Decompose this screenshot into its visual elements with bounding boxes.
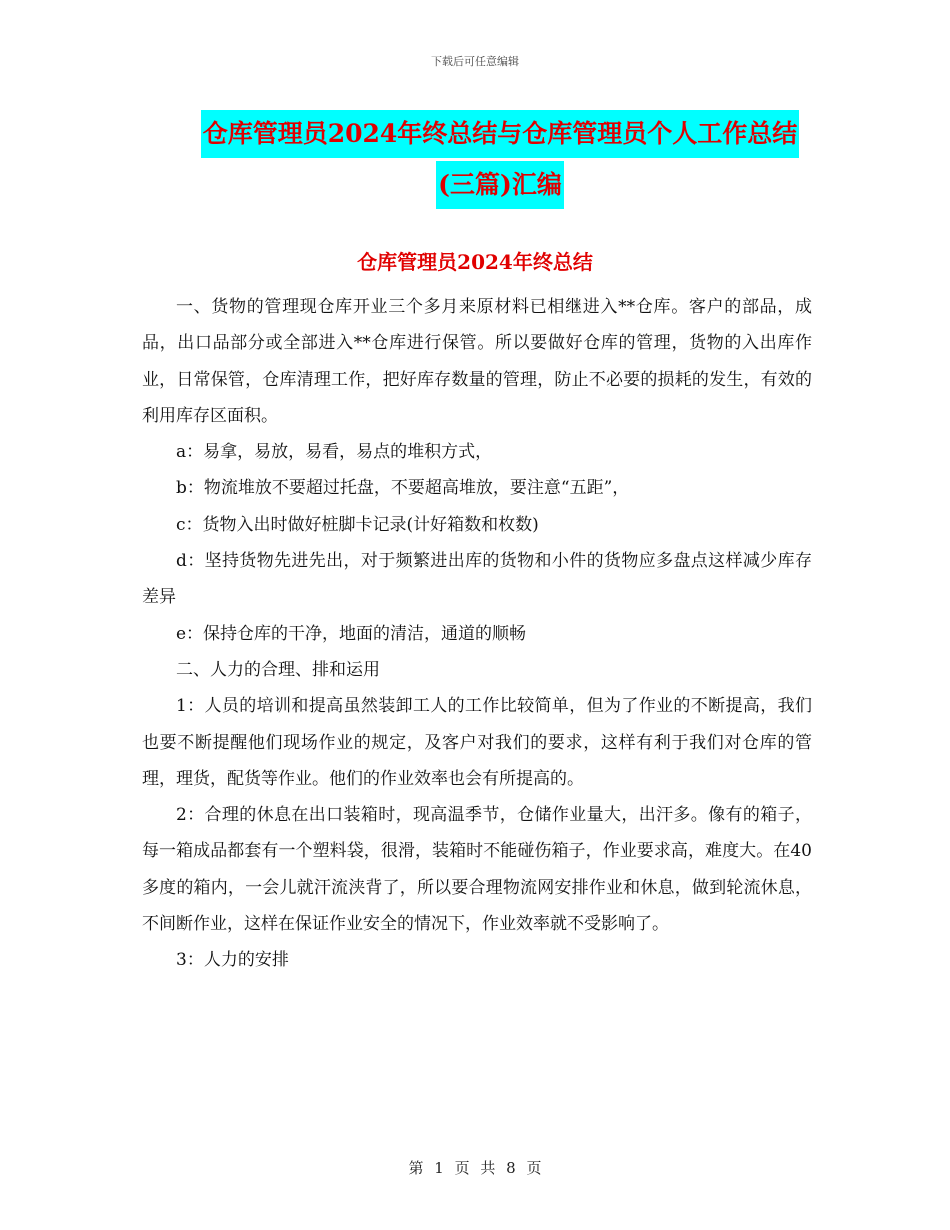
header-note: 下载后可任意编辑: [431, 55, 519, 68]
paragraph: d：坚持货物先进先出，对于频繁进出库的货物和小件的货物应多盘点这样减少库存差异: [142, 551, 812, 608]
paragraph: c：货物入出时做好桩脚卡记录(计好箱数和枚数): [176, 514, 539, 535]
paragraph: 2：合理的休息在出口装箱时，现高温季节，仓储作业量大，出汗多。像有的箱子，每一箱成品都套有一个塑料袋，很滑，装箱时不能碰伤箱子，作业要求高，难度大。在40多度的箱内，一会儿就汗流浃背了，所以要合理物流网安排作业和休息，做到轮流休息，不间断作业，这样在保证作业安全的情况下，作业效率就不受影响了。: [142, 805, 812, 935]
document-title-line-1: 仓库管理员2024年终总结与仓库管理员个人工作总结: [201, 110, 800, 158]
page-number-footer: 第 1 页 共 8 页: [408, 1159, 542, 1177]
body-text: [142, 289, 812, 979]
paragraph: e：保持仓库的干净，地面的清洁，通道的顺畅: [176, 623, 527, 644]
document-title-line-2: (三篇)汇编: [436, 161, 564, 209]
document-title: [140, 110, 860, 212]
paragraph: 1：人员的培训和提高虽然装卸工人的工作比较简单，但为了作业的不断提高，我们也要不断提醒他们现场作业的规定，及客户对我们的要求，这样有利于我们对仓库的管理，理货，配货等作业。他们的作业效率也会有所提高的。: [142, 696, 812, 789]
paragraph: a：易拿，易放，易看，易点的堆积方式，: [176, 442, 493, 463]
paragraph: 3：人力的安排: [176, 950, 289, 971]
paragraph: 一、货物的管理现仓库开业三个多月来原材料已相继进入**仓库。客户的部品，成品，出口品部分或全部进入**仓库进行保管。所以要做好仓库的管理，货物的入出库作业，日常保管，仓库清理工作，把好库存数量的管理，防止不必要的损耗的发生，有效的利用库存区面积。: [142, 297, 812, 426]
section-title: 仓库管理员2024年终总结: [357, 250, 593, 274]
paragraph: 二、人力的合理、排和运用: [176, 659, 380, 680]
paragraph: b：物流堆放不要超过托盘，不要超高堆放，要注意“五距”，: [176, 478, 630, 499]
